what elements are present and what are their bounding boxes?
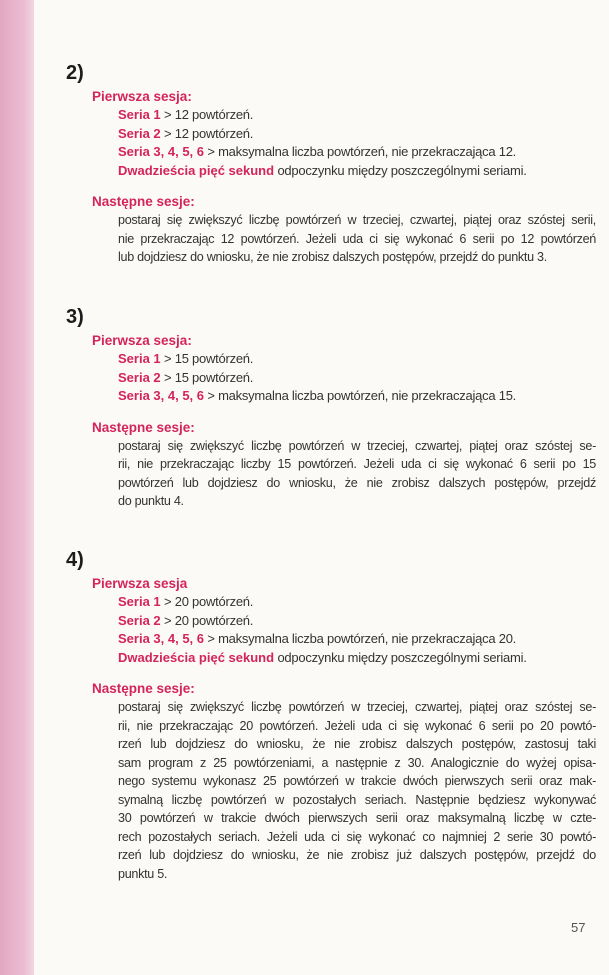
set-1-line xyxy=(118,106,586,125)
paragraph-line: rii, nie przekraczając 20 powtórzeń. Jeżeli uda ci się wykonać 6 serii po 20 powtó- xyxy=(118,718,596,733)
first-session-heading: Pierwsza sesja: xyxy=(92,333,192,348)
paragraph-line: rzeń lub dojdziesz do wniosku, że nie zrobisz już dalszych postępów, przejdź do xyxy=(118,848,596,862)
paragraph-line: powtórzeń lub dojdziesz do wniosku, że nie zrobisz dalszych postępów, przejdź xyxy=(118,475,596,490)
set-1-text: > 15 powtórzeń. xyxy=(160,351,254,366)
set-2-text: > 20 powtórzeń. xyxy=(160,612,254,628)
set-2-line xyxy=(118,612,586,631)
section-4 xyxy=(66,549,596,883)
set-2-text: > 12 powtórzeń. xyxy=(160,125,254,141)
rest-label: Dwadzieścia pięć sekund xyxy=(118,649,275,665)
set-2-label: Seria 2 xyxy=(118,369,161,385)
paragraph-line: nie przekraczając 12 powtórzeń. Jeżeli uda ci się wykonać 6 serii po 12 powtórzeń xyxy=(118,231,596,246)
set-1-label: Seria 1 xyxy=(118,594,161,609)
rest-text: odpoczynku między poszczególnymi seriami. xyxy=(274,649,527,665)
paragraph-line: postaraj się zwiększyć liczbę powtórzeń w trzeciej, czwartej, piątej oraz szóstej serii, xyxy=(118,213,596,227)
set-rest-label: Seria 3, 4, 5, 6 xyxy=(118,388,205,403)
rest-label: Dwadzieścia pięć sekund xyxy=(118,162,275,178)
section-number: 2) xyxy=(66,62,84,84)
first-session-heading: Pierwsza sesja: xyxy=(92,89,192,104)
rest-line xyxy=(118,162,586,181)
set-1-label: Seria 1 xyxy=(118,107,161,122)
next-sessions-heading: Następne sesje: xyxy=(92,681,195,696)
set-2-label: Seria 2 xyxy=(118,125,161,141)
set-1-label: Seria 1 xyxy=(118,351,161,366)
rest-text: odpoczynku między poszczególnymi seriami. xyxy=(274,162,527,178)
paragraph-line: nego systemu wykonasz 25 powtórzeń w trakcie dwóch pierwszych serii oraz mak- xyxy=(118,774,596,788)
next-sessions-heading: Następne sesje: xyxy=(92,419,195,435)
next-sessions-paragraph xyxy=(118,437,596,511)
set-rest-line xyxy=(118,630,586,649)
rest-line xyxy=(118,649,586,668)
set-2-label: Seria 2 xyxy=(118,612,161,628)
set-rest-line xyxy=(118,143,586,162)
paragraph-line: lub dojdziesz do wniosku, że nie zrobisz dalszych postępów, przejdź do punktu 3. xyxy=(118,250,547,264)
paragraph-line: punktu 5. xyxy=(118,866,168,881)
paragraph-line: rech pozostałych seriach. Jeżeli uda ci się wykonać co najmniej 2 serie 30 powtó- xyxy=(118,829,596,844)
set-rest-text: > maksymalna liczba powtórzeń, nie przekraczająca 12. xyxy=(204,144,517,159)
set-2-line xyxy=(118,125,586,144)
section-number: 3) xyxy=(66,306,84,328)
paragraph-line: rzeń lub dojdziesz do wniosku, że nie zrobisz dalszych postępów, zastosuj taki xyxy=(118,737,596,751)
paragraph-line: do punktu 4. xyxy=(118,494,184,508)
next-sessions-paragraph xyxy=(118,211,596,267)
set-1-text: > 12 powtórzeń. xyxy=(160,107,254,122)
section-3 xyxy=(66,306,596,511)
set-rest-text: > maksymalna liczba powtórzeń, nie przekraczająca 15. xyxy=(204,388,517,403)
set-2-line xyxy=(118,369,586,388)
set-1-line xyxy=(118,350,586,369)
paragraph-line: 30 powtórzeń w trakcie dwóch pierwszych serii oraz maksymalną liczbę w czte- xyxy=(118,811,596,825)
section-number: 4) xyxy=(66,549,84,571)
next-sessions-paragraph xyxy=(118,698,596,883)
paragraph-line: sam program z 25 powtórzeniami, a następnie z 30. Analogicznie do wyżej opisa- xyxy=(118,755,596,770)
set-rest-text: > maksymalna liczba powtórzeń, nie przekraczająca 20. xyxy=(204,631,517,646)
set-rest-line xyxy=(118,387,586,406)
section-2 xyxy=(66,62,596,267)
set-rest-label: Seria 3, 4, 5, 6 xyxy=(118,144,205,159)
set-1-text: > 20 powtórzeń. xyxy=(160,594,254,609)
first-session-heading: Pierwsza sesja xyxy=(92,576,188,591)
page-number: 57 xyxy=(571,920,586,935)
next-sessions-heading: Następne sesje: xyxy=(92,194,195,209)
paragraph-line: rii, nie przekraczając liczby 15 powtórzeń. Jeżeli uda ci się wykonać 6 serii po 15 xyxy=(118,457,596,471)
paragraph-line: postaraj się zwiększyć liczbę powtórzeń w trzeciej, czwartej, piątej oraz szóstej se- xyxy=(118,700,596,714)
set-2-text: > 15 powtórzeń. xyxy=(160,369,254,385)
set-rest-label: Seria 3, 4, 5, 6 xyxy=(118,631,205,646)
set-1-line xyxy=(118,593,586,612)
paragraph-line: postaraj się zwiększyć liczbę powtórzeń w trzeciej, czwartej, piątej oraz szóstej se- xyxy=(118,438,596,453)
paragraph-line: symalną liczbę powtórzeń w pozostałych seriach. Następnie będziesz wykonywać xyxy=(118,792,596,807)
